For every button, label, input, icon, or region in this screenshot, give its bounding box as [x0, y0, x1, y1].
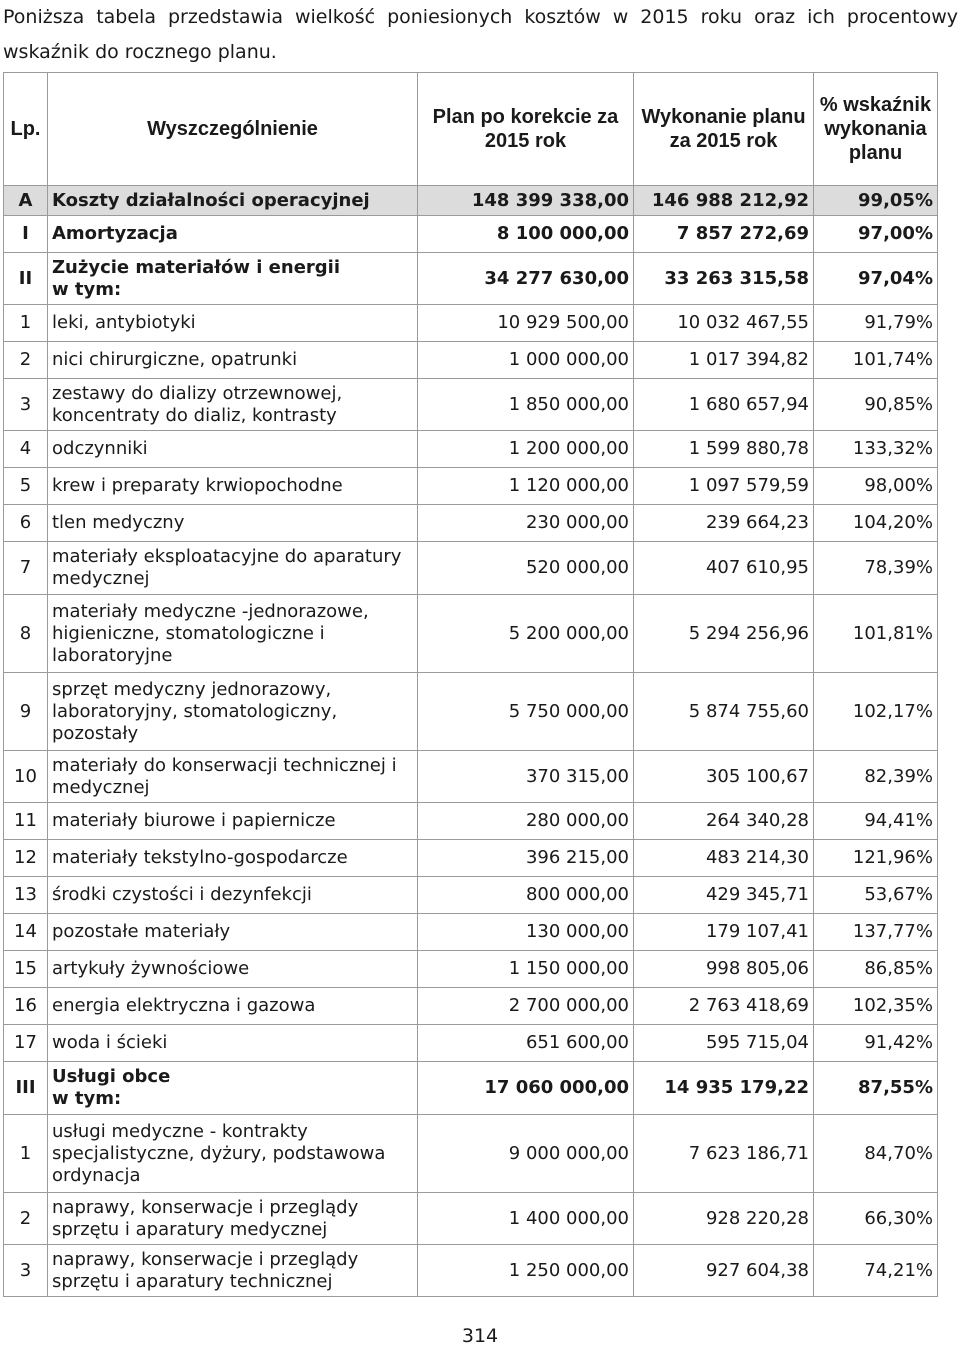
table-row — [4, 305, 938, 342]
cell-plan: 148 399 338,00 — [418, 186, 634, 216]
cell-done: 1 017 394,82 — [634, 342, 814, 379]
cell-pct: 91,42% — [814, 1025, 938, 1062]
cell-plan: 5 200 000,00 — [418, 595, 634, 673]
cell-pct: 121,96% — [814, 840, 938, 877]
cell-done: 1 680 657,94 — [634, 379, 814, 431]
cell-name: materiały do konserwacji technicznej i medycznej — [48, 751, 418, 803]
table-row — [4, 253, 938, 305]
cell-pct: 97,04% — [814, 253, 938, 305]
cell-lp: 5 — [4, 468, 48, 505]
cell-name: leki, antybiotyki — [48, 305, 418, 342]
cell-done: 5 874 755,60 — [634, 673, 814, 751]
cell-done: 7 857 272,69 — [634, 216, 814, 253]
cell-pct: 74,21% — [814, 1245, 938, 1297]
cell-plan: 1 850 000,00 — [418, 379, 634, 431]
cell-plan: 8 100 000,00 — [418, 216, 634, 253]
cell-lp: 15 — [4, 951, 48, 988]
cell-lp: II — [4, 253, 48, 305]
cell-done: 928 220,28 — [634, 1193, 814, 1245]
cell-name: energia elektryczna i gazowa — [48, 988, 418, 1025]
cell-done: 179 107,41 — [634, 914, 814, 951]
cell-pct: 102,35% — [814, 988, 938, 1025]
cell-lp: 13 — [4, 877, 48, 914]
cell-lp: 3 — [4, 1245, 48, 1297]
cell-pct: 101,81% — [814, 595, 938, 673]
cell-name: Koszty działalności operacyjnej — [48, 186, 418, 216]
cell-pct: 66,30% — [814, 1193, 938, 1245]
header-name: Wyszczególnienie — [48, 73, 418, 186]
cell-name: odczynniki — [48, 431, 418, 468]
cell-pct: 97,00% — [814, 216, 938, 253]
cell-done: 305 100,67 — [634, 751, 814, 803]
cell-plan: 370 315,00 — [418, 751, 634, 803]
cell-lp: A — [4, 186, 48, 216]
cell-pct: 53,67% — [814, 877, 938, 914]
cell-pct: 98,00% — [814, 468, 938, 505]
cell-pct: 86,85% — [814, 951, 938, 988]
table-row — [4, 914, 938, 951]
table-row — [4, 751, 938, 803]
header-plan: Plan po korekcie za 2015 rok — [418, 73, 634, 186]
cell-plan: 1 120 000,00 — [418, 468, 634, 505]
cell-plan: 520 000,00 — [418, 542, 634, 595]
cell-done: 14 935 179,22 — [634, 1062, 814, 1115]
header-done: Wykonanie planu za 2015 rok — [634, 73, 814, 186]
cell-lp: 8 — [4, 595, 48, 673]
cell-lp: 2 — [4, 342, 48, 379]
cell-plan: 1 000 000,00 — [418, 342, 634, 379]
cell-pct: 87,55% — [814, 1062, 938, 1115]
cell-plan: 34 277 630,00 — [418, 253, 634, 305]
cell-lp: 14 — [4, 914, 48, 951]
table-row — [4, 342, 938, 379]
cell-plan: 396 215,00 — [418, 840, 634, 877]
cell-plan: 1 250 000,00 — [418, 1245, 634, 1297]
cell-done: 595 715,04 — [634, 1025, 814, 1062]
cell-plan: 230 000,00 — [418, 505, 634, 542]
table-row — [4, 803, 938, 840]
table-row — [4, 505, 938, 542]
table-row — [4, 216, 938, 253]
cell-pct: 104,20% — [814, 505, 938, 542]
cell-done: 407 610,95 — [634, 542, 814, 595]
cell-name: Usługi obce w tym: — [48, 1062, 418, 1115]
cell-pct: 78,39% — [814, 542, 938, 595]
cell-plan: 17 060 000,00 — [418, 1062, 634, 1115]
cell-lp: 9 — [4, 673, 48, 751]
cell-pct: 99,05% — [814, 186, 938, 216]
cell-done: 927 604,38 — [634, 1245, 814, 1297]
cell-lp: 10 — [4, 751, 48, 803]
table-row — [4, 379, 938, 431]
cell-plan: 10 929 500,00 — [418, 305, 634, 342]
cell-name: zestawy do dializy otrzewnowej, koncentraty do dializ, kontrasty — [48, 379, 418, 431]
cell-lp: 7 — [4, 542, 48, 595]
cell-done: 429 345,71 — [634, 877, 814, 914]
table-row — [4, 1245, 938, 1297]
cell-name: pozostałe materiały — [48, 914, 418, 951]
header-pct: % wskaźnik wykonania planu — [814, 73, 938, 186]
cell-lp: 1 — [4, 1115, 48, 1193]
cell-pct: 137,77% — [814, 914, 938, 951]
cell-plan: 651 600,00 — [418, 1025, 634, 1062]
cell-name: naprawy, konserwacje i przeglądy sprzętu i aparatury medycznej — [48, 1193, 418, 1245]
table-row — [4, 951, 938, 988]
cell-done: 146 988 212,92 — [634, 186, 814, 216]
cell-pct: 91,79% — [814, 305, 938, 342]
cell-lp: 16 — [4, 988, 48, 1025]
table-row — [4, 468, 938, 505]
cell-pct: 101,74% — [814, 342, 938, 379]
table-row — [4, 186, 938, 216]
page-number: 314 — [461, 1325, 499, 1347]
cell-lp: 1 — [4, 305, 48, 342]
intro-paragraph: Poniższa tabela przedstawia wielkość poniesionych kosztów w 2015 roku oraz ich procentowy wskaźnik do rocznego planu. — [3, 6, 958, 63]
table-header-row — [4, 73, 938, 186]
cell-name: środki czystości i dezynfekcji — [48, 877, 418, 914]
cell-pct: 84,70% — [814, 1115, 938, 1193]
cell-name: materiały biurowe i papiernicze — [48, 803, 418, 840]
cell-lp: 2 — [4, 1193, 48, 1245]
cell-done: 7 623 186,71 — [634, 1115, 814, 1193]
table-row — [4, 988, 938, 1025]
cell-pct: 102,17% — [814, 673, 938, 751]
cell-done: 1 097 579,59 — [634, 468, 814, 505]
table-row — [4, 1115, 938, 1193]
cell-name: materiały eksploatacyjne do aparatury medycznej — [48, 542, 418, 595]
cell-lp: 11 — [4, 803, 48, 840]
cell-lp: I — [4, 216, 48, 253]
cell-plan: 800 000,00 — [418, 877, 634, 914]
table-row — [4, 1193, 938, 1245]
cell-name: Zużycie materiałów i energii w tym: — [48, 253, 418, 305]
cell-plan: 1 200 000,00 — [418, 431, 634, 468]
cell-lp: III — [4, 1062, 48, 1115]
cell-plan: 9 000 000,00 — [418, 1115, 634, 1193]
cell-lp: 17 — [4, 1025, 48, 1062]
cell-plan: 2 700 000,00 — [418, 988, 634, 1025]
cell-done: 483 214,30 — [634, 840, 814, 877]
table-row — [4, 840, 938, 877]
cell-done: 10 032 467,55 — [634, 305, 814, 342]
cell-name: sprzęt medyczny jednorazowy, laboratoryjny, stomatologiczny, pozostały — [48, 673, 418, 751]
cell-name: tlen medyczny — [48, 505, 418, 542]
cell-name: artykuły żywnościowe — [48, 951, 418, 988]
table-row — [4, 1025, 938, 1062]
cell-pct: 82,39% — [814, 751, 938, 803]
cell-plan: 1 150 000,00 — [418, 951, 634, 988]
cell-done: 2 763 418,69 — [634, 988, 814, 1025]
cell-name: usługi medyczne - kontrakty specjalistyczne, dyżury, podstawowa ordynacja — [48, 1115, 418, 1193]
table-row — [4, 673, 938, 751]
table-row — [4, 1062, 938, 1115]
cell-name: materiały medyczne -jednorazowe, higieniczne, stomatologiczne i laboratoryjne — [48, 595, 418, 673]
costs-table — [3, 72, 938, 1297]
cell-done: 264 340,28 — [634, 803, 814, 840]
cell-name: krew i preparaty krwiopochodne — [48, 468, 418, 505]
table-row — [4, 877, 938, 914]
cell-name: Amortyzacja — [48, 216, 418, 253]
table-row — [4, 542, 938, 595]
cell-name: woda i ścieki — [48, 1025, 418, 1062]
cell-done: 1 599 880,78 — [634, 431, 814, 468]
cell-pct: 90,85% — [814, 379, 938, 431]
cell-plan: 280 000,00 — [418, 803, 634, 840]
table-row — [4, 431, 938, 468]
cell-done: 998 805,06 — [634, 951, 814, 988]
cell-lp: 6 — [4, 505, 48, 542]
cell-name: nici chirurgiczne, opatrunki — [48, 342, 418, 379]
table-row — [4, 595, 938, 673]
header-lp: Lp. — [4, 73, 48, 186]
cell-done: 33 263 315,58 — [634, 253, 814, 305]
cell-plan: 1 400 000,00 — [418, 1193, 634, 1245]
cell-lp: 12 — [4, 840, 48, 877]
cell-lp: 3 — [4, 379, 48, 431]
cell-plan: 5 750 000,00 — [418, 673, 634, 751]
cell-done: 239 664,23 — [634, 505, 814, 542]
cell-done: 5 294 256,96 — [634, 595, 814, 673]
cell-pct: 94,41% — [814, 803, 938, 840]
cell-name: naprawy, konserwacje i przeglądy sprzętu i aparatury technicznej — [48, 1245, 418, 1297]
cell-name: materiały tekstylno-gospodarcze — [48, 840, 418, 877]
cell-pct: 133,32% — [814, 431, 938, 468]
cell-lp: 4 — [4, 431, 48, 468]
cell-plan: 130 000,00 — [418, 914, 634, 951]
